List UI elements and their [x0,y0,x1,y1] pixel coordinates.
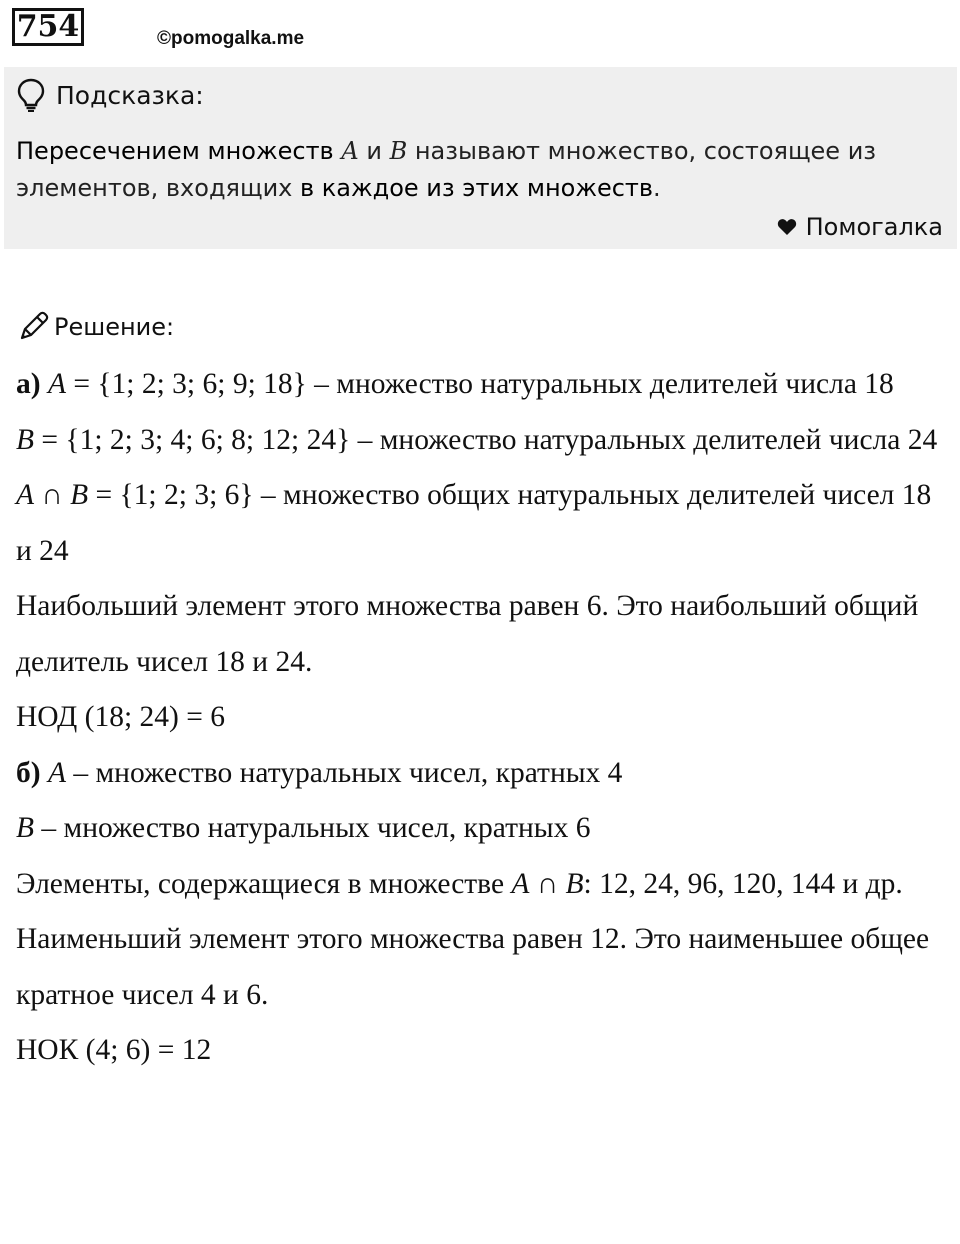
set-b-description: – множество натуральных чисел, кратных 6 [41,812,591,844]
var-b: B [70,479,89,511]
hint-text-mid: называют множество, состоящее из элементов, входящих [16,137,877,202]
hint-signature [777,213,943,241]
set-a-definition: = {1; 2; 3; 6; 9; 18} – множество натуральных делителей числа 18 [73,368,894,400]
solution-title: Решение: [54,313,175,341]
part-a-conclusion: Наибольший элемент этого множества равен 6. Это наибольший общий делитель чисел 18 и 24. [16,590,919,678]
solution-part-b-set-a [16,746,946,802]
hint-header [16,77,204,113]
hint-title: Подсказка: [56,80,204,110]
intersection-definition: = {1; 2; 3; 6} – множество общих натуральных делителей чисел 18 и 24 [16,479,932,567]
page-header [0,0,960,62]
copyright-label: ©pomogalka.me [157,28,305,49]
hint-period: . [653,174,661,202]
var-b: B [16,423,35,456]
solution-part-a-set-b [16,413,946,469]
hint-term: Пересечением множеств [16,137,334,165]
set-a-description: – множество натуральных чисел, кратных 4 [73,756,623,789]
elements-list: : 12, 24, 96, 120, 144 и др. [583,867,903,900]
hint-text [16,133,946,207]
var-a: A [47,368,66,400]
lcm-result: НОК (4; 6) = 12 [16,1034,212,1066]
hint-var-a: A [341,137,359,165]
hint-and: и [366,137,382,165]
solution-header [16,310,174,344]
var-b: B [565,867,584,900]
gcd-result: НОД (18; 24) = 6 [16,701,225,733]
solution-part-a-intersection [16,468,946,579]
var-a: A [16,479,35,511]
heart-icon [777,218,797,236]
set-b-definition: = {1; 2; 3; 4; 6; 8; 12; 24} – множество натуральных делителей числа 24 [41,423,938,456]
solution-part-b-elements [16,857,946,913]
var-a: A [47,756,66,789]
solution-part-b-set-b [16,801,946,857]
pencil-icon [16,310,50,344]
solution-part-a-set-a [16,357,946,413]
part-b-conclusion: Наименьший элемент этого множества равен 12. Это наименьшее общее кратное чисел 4 и 6. [16,923,930,1011]
intersection-symbol: ∩ [536,867,559,900]
part-a-label: а) [16,368,41,400]
solution-body [16,357,946,1079]
hint-emphasis: в каждое из этих множеств [300,174,654,202]
part-b-label: б) [16,756,41,789]
task-number: 754 [12,8,84,46]
elements-prefix: Элементы, содержащиеся в множестве [16,867,505,900]
hint-var-b: B [389,137,408,165]
hint-box [4,67,957,249]
var-a: A [511,867,530,900]
var-b: B [16,812,35,844]
signature-label: Помогалка [805,213,943,241]
intersection-symbol: ∩ [41,479,63,511]
lightbulb-icon [16,78,46,112]
